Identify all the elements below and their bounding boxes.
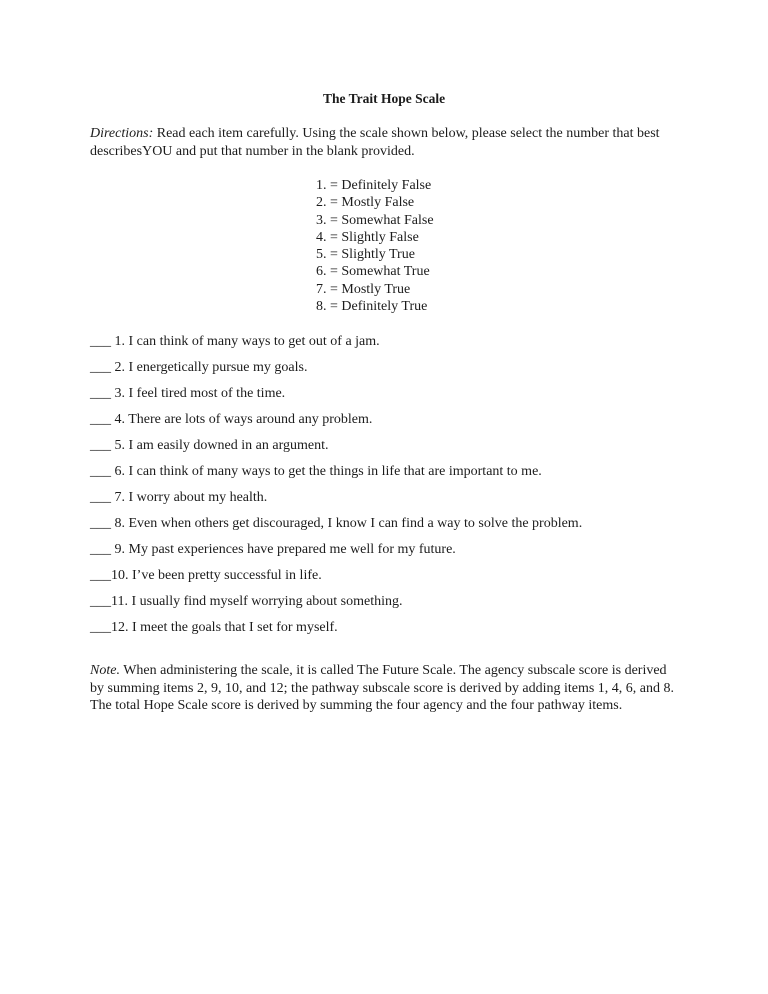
scale-option-4: 4. = Slightly False <box>316 229 419 245</box>
scale-option-6: 6. = Somewhat True <box>316 264 430 280</box>
question-item-1: ___ 1. I can think of many ways to get out of a jam. <box>90 334 380 349</box>
scale-option-7: 7. = Mostly True <box>316 281 411 297</box>
scale-option-5: 5. = Slightly True <box>316 247 415 263</box>
scale-option-2: 2. = Mostly False <box>316 195 415 211</box>
note-text: When administering the scale, it is called The Future Scale. The agency subscale score is derived by summing items 2, 9, 10, and 12; the pathway subscale score is derived by adding items 1, 4, 6, and 8. The total Hope Scale score is derived by summing the four agency and the four pathway items. <box>90 663 675 713</box>
question-list <box>90 333 582 645</box>
response-scale <box>316 177 434 315</box>
question-item-11: ___11. I usually find myself worrying about something. <box>90 594 403 609</box>
directions-label: Directions: <box>90 126 154 141</box>
note-paragraph <box>90 662 680 715</box>
scale-option-8: 8. = Definitely True <box>316 299 428 315</box>
question-item-10: ___10. I’ve been pretty successful in life. <box>90 568 322 583</box>
question-item-7: ___ 7. I worry about my health. <box>90 490 268 505</box>
scale-option-3: 3. = Somewhat False <box>316 212 434 228</box>
question-item-5: ___ 5. I am easily downed in an argument. <box>90 438 329 453</box>
question-item-8: ___ 8. Even when others get discouraged, I know I can find a way to solve the problem. <box>90 516 583 531</box>
question-item-3: ___ 3. I feel tired most of the time. <box>90 386 286 401</box>
document-title: The Trait Hope Scale <box>322 91 446 106</box>
directions-paragraph <box>90 125 690 160</box>
question-item-9: ___ 9. My past experiences have prepared me well for my future. <box>90 542 456 557</box>
directions-text: Read each item carefully. Using the scale shown below, please select the number that best describesYOU and put that number in the blank provided. <box>90 126 660 159</box>
question-item-12: ___12. I meet the goals that I set for myself. <box>90 620 338 635</box>
question-item-4: ___ 4. There are lots of ways around any problem. <box>90 412 373 427</box>
note-label: Note. <box>90 663 120 678</box>
question-item-6: ___ 6. I can think of many ways to get the things in life that are important to me. <box>90 464 542 479</box>
scale-option-1: 1. = Definitely False <box>316 178 432 193</box>
question-item-2: ___ 2. I energetically pursue my goals. <box>90 360 308 375</box>
